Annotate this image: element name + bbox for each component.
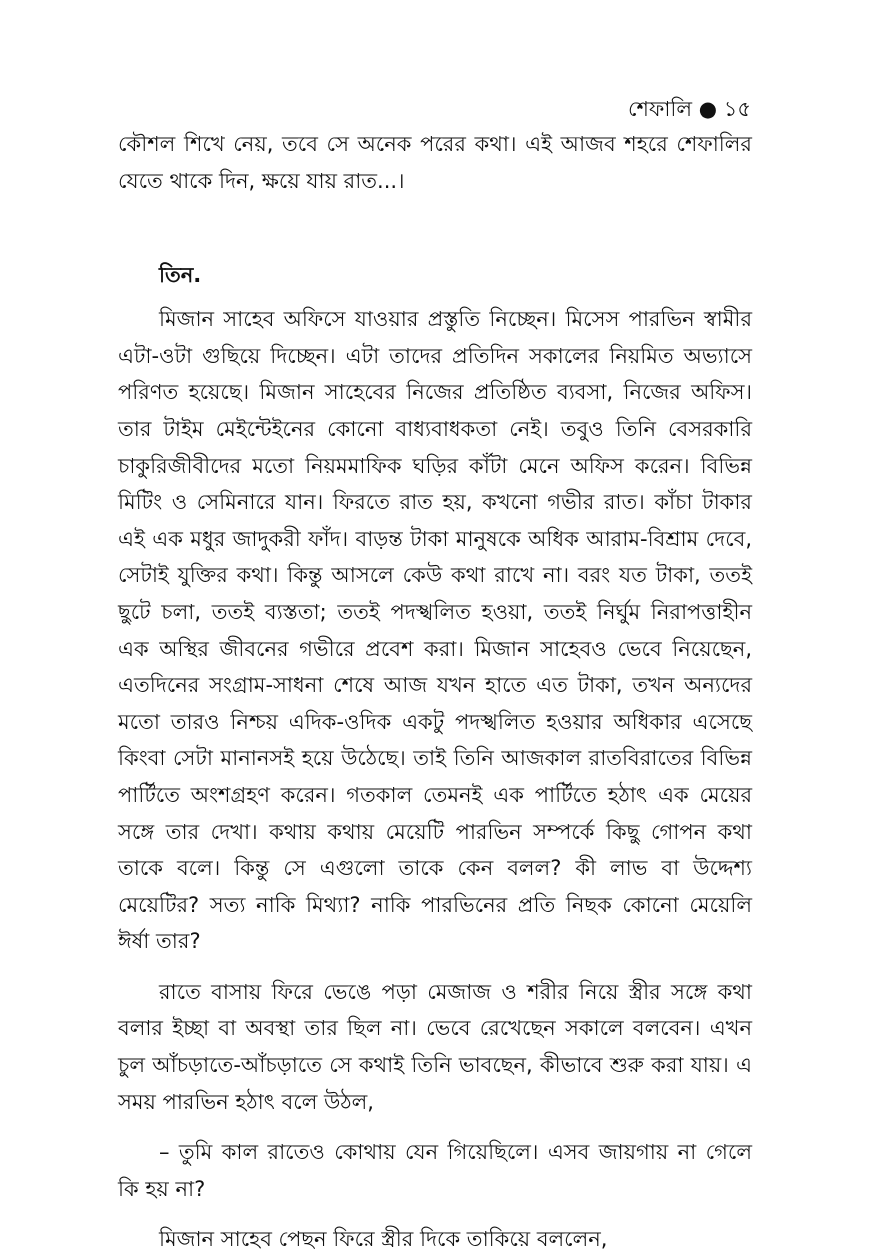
paragraph-4: মিজান সাহেব পেছন ফিরে স্ত্রীর দিকে তাকিয়ে বললেন, — [159, 1227, 608, 1252]
running-header: শেফালি ● ১৫ — [628, 97, 751, 121]
paragraph-1: মিজান সাহেব অফিসে যাওয়ার প্রস্তুতি নিচ্ছেন। মিসেস পারভিন স্বামীর এটা-ওটা গুছিয়ে দিচ্ছেন। এটা তাদের প্রতিদিন সকালের নিয়মিত অভ্যাসে পরিণত হয়েছে। মিজান সাহেবের নিজের প্রতিষ্ঠিত ব্যবসা, নিজের অফিস। তার টাইম মেইন্টেইনের কোনো বাধ্যবাধকতা নেই। তবুও তিনি বেসরকারি চাকুরিজীবীদের মতো নিয়মমাফিক ঘড়ির কাঁটা মেনে অফিস করেন। বিভিন্ন মিটিং ও সেমিনারে যান। ফিরতে রাত হয়, কখনো গভীর রাত। কাঁচা টাকার এই এক মধুর জাদুকরী ফাঁদ। বাড়ন্ত টাকা মানুষকে অধিক আরাম-বিশ্রাম দেবে, সেটাই যুক্তির কথা। কিন্তু আসলে কেউ কথা রাখে না। বরং যত টাকা, ততই ছুটে চলা, ততই ব্যস্ততা; ততই পদস্খলিত হওয়া, ততই নির্ঘুম নিরাপত্তাহীন এক অস্থির জীবনের গভীরে প্রবেশ করা। মিজান সাহেবও ভেবে নিয়েছেন, এতদিনের সংগ্রাম-সাধনা শেষে আজ যখন হাতে এত টাকা, তখন অন্যদের মতো তারও নিশ্চয় এদিক-ওদিক একটু পদস্খলিত হওয়ার অধিকার এসেছে কিংবা সেটা মানানসই হয়ে উঠেছে। তাই তিনি আজকাল রাতবিরাতের বিভিন্ন পার্টিতে অংশগ্রহণ করেন। গতকাল তেমনই এক পার্টিতে হঠাৎ এক মেয়ের সঙ্গে তার দেখা। কথায় কথায় মেয়েটি পারভিন সম্পর্কে কিছু গোপন কথা তাকে বলে। কিন্তু সে এগুলো তাকে কেন বলল? কী লাভ বা উদ্দেশ্য মেয়েটির? সত্য নাকি মিথ্যা? নাকি পারভিনের প্রতি নিছক কোনো মেয়েলি ঈর্ষা তার? — [118, 307, 752, 954]
paragraph-2: রাতে বাসায় ফিরে ভেঙে পড়া মেজাজ ও শরীর নিয়ে স্ত্রীর সঙ্গে কথা বলার ইচ্ছা বা অবস্থা তার ছিল না। ভেবে রেখেছেন সকালে বলবেন। এখন চুল আঁচড়াতে-আঁচড়াতে সে কথাই তিনি ভাবছেন, কীভাবে শুরু করা যায়। এ সময় পারভিন হঠাৎ বলে উঠল, — [118, 979, 752, 1114]
continuation-paragraph: কৌশল শিখে নেয়, তবে সে অনেক পরের কথা। এই আজব শহরে শেফালির যেতে থাকে দিন, ক্ষয়ে যায় রাত...। — [118, 132, 752, 193]
section-heading: তিন. — [159, 263, 202, 288]
page-body — [118, 126, 752, 1258]
dialogue-paragraph: – তুমি কাল রাতেও কোথায় যেন গিয়েছিলে। এসব জায়গায় না গেলে কি হয় না? — [118, 1140, 752, 1201]
